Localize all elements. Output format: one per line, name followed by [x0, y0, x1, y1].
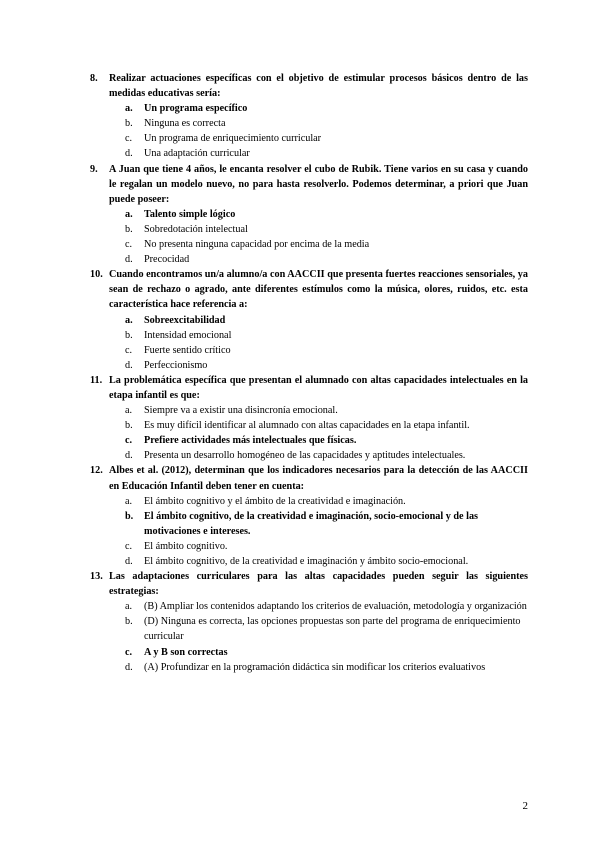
- option-letter: d.: [125, 450, 133, 462]
- option-letter: a.: [125, 208, 133, 220]
- question-number: 13.: [90, 571, 103, 583]
- option-letter: d.: [125, 661, 133, 673]
- answer-option: [125, 343, 528, 358]
- option-letter: c.: [125, 435, 133, 447]
- question-number: 11.: [90, 374, 103, 386]
- question-item: [90, 162, 528, 268]
- answer-option: [125, 328, 528, 343]
- option-list: [90, 599, 528, 674]
- option-letter: a.: [125, 314, 133, 326]
- answer-option: [125, 146, 528, 161]
- option-text: Es muy difícil identificar al alumnado con altas capacidades en la etapa infantil.: [144, 420, 470, 432]
- option-letter: b.: [125, 420, 133, 432]
- answer-option: [125, 614, 528, 644]
- option-letter: c.: [125, 344, 133, 356]
- option-text: Siempre va a existir una disincronía emocional.: [144, 405, 338, 417]
- option-text: Fuerte sentido crítico: [144, 344, 231, 356]
- question-number: 8.: [90, 73, 98, 84]
- question-text: La problemática específica que presentan el alumnado con altas capacidades intelectuales en la etapa infantil es que:: [109, 374, 528, 401]
- option-text: Un programa de enriquecimiento curricular: [144, 133, 322, 145]
- option-text: Sobreexcitabilidad: [144, 314, 226, 326]
- option-text: (D) Ninguna es correcta, las opciones propuestas son parte del programa de enriquecimiento curricular: [144, 616, 521, 643]
- option-text: Una adaptación curricular: [144, 148, 250, 160]
- question-text: Las adaptaciones curriculares para las altas capacidades pueden seguir las siguientes estrategias:: [109, 571, 528, 598]
- question-item: [90, 71, 528, 162]
- answer-option: [125, 539, 528, 554]
- option-letter: c.: [125, 540, 133, 552]
- option-text: No presenta ninguna capacidad por encima de la media: [144, 239, 370, 251]
- option-text: (B) Ampliar los contenidos adaptando los criterios de evaluación, metodología y organización: [144, 601, 527, 613]
- option-text: Prefiere actividades más intelectuales que físicas.: [144, 435, 357, 447]
- answer-option: [125, 494, 528, 509]
- option-text: El ámbito cognitivo, de la creatividad e imaginación y ámbito socio-emocional.: [144, 556, 469, 567]
- question-item: [90, 267, 528, 373]
- answer-option: [125, 222, 528, 237]
- correct-option: [125, 101, 528, 116]
- option-letter: d.: [125, 556, 133, 567]
- question-item: [90, 569, 528, 675]
- question-number: 10.: [90, 269, 103, 281]
- option-text: El ámbito cognitivo, de la creatividad e imaginación, socio-emocional y de las motivaciones e intereses.: [144, 510, 479, 537]
- option-letter: b.: [125, 118, 133, 130]
- answer-option: [125, 252, 528, 267]
- option-text: Un programa específico: [144, 103, 248, 115]
- option-letter: a.: [125, 405, 133, 417]
- question-heading: [90, 71, 528, 101]
- question-heading: [90, 373, 528, 403]
- option-text: A y B son correctas: [144, 646, 228, 658]
- answer-option: [125, 237, 528, 252]
- option-letter: a.: [125, 103, 133, 115]
- question-text: A Juan que tiene 4 años, le encanta resolver el cubo de Rubik. Tiene varios en su casa y cuando le regalan un modelo nuevo, no para hasta resolverlo. Podemos determinar, a priori que Juan puede poseer:: [109, 163, 528, 205]
- answer-option: [125, 660, 528, 675]
- option-letter: b.: [125, 616, 133, 628]
- option-list: [90, 313, 528, 373]
- answer-option: [125, 448, 528, 463]
- option-letter: b.: [125, 223, 133, 235]
- answer-option: [125, 358, 528, 373]
- correct-option: [125, 207, 528, 222]
- option-text: Precocidad: [144, 254, 190, 266]
- answer-option: [125, 554, 528, 569]
- option-text: Talento simple lógico: [144, 208, 236, 220]
- option-text: Intensidad emocional: [144, 329, 232, 341]
- question-text: Cuando encontramos un/a alumno/a con AACCII que presenta fuertes reacciones sensoriales, ya sean de rechazo o agrado, ante diferentes estímulos como la música, olores, ruidos, etc. esta característica hace referencia a:: [109, 269, 528, 311]
- answer-option: [125, 131, 528, 146]
- option-text: (A) Profundizar en la programación didáctica sin modificar los criterios evaluativos: [144, 661, 486, 673]
- option-letter: c.: [125, 646, 133, 658]
- question-heading: [90, 267, 528, 312]
- question-heading: [90, 463, 528, 493]
- answer-option: [125, 418, 528, 433]
- correct-option: [125, 433, 528, 448]
- option-text: Perfeccionismo: [144, 359, 208, 371]
- page-number: 2: [522, 800, 528, 812]
- option-list: [90, 101, 528, 161]
- answer-option: [125, 116, 528, 131]
- question-heading: [90, 569, 528, 599]
- option-letter: a.: [125, 495, 133, 507]
- option-letter: c.: [125, 133, 133, 145]
- option-letter: b.: [125, 510, 134, 522]
- correct-option: [125, 645, 528, 660]
- correct-option: [125, 313, 528, 328]
- option-text: Ninguna es correcta: [144, 118, 226, 130]
- option-letter: c.: [125, 239, 133, 251]
- option-letter: d.: [125, 254, 133, 266]
- option-letter: a.: [125, 601, 133, 613]
- question-number: 9.: [90, 163, 98, 175]
- option-letter: b.: [125, 329, 133, 341]
- option-text: El ámbito cognitivo y el ámbito de la creatividad e imaginación.: [144, 495, 406, 507]
- question-heading: [90, 162, 528, 207]
- question-number: 12.: [90, 465, 103, 477]
- option-text: Sobredotación intelectual: [144, 223, 248, 235]
- option-text: El ámbito cognitivo.: [144, 540, 228, 552]
- answer-option: [125, 403, 528, 418]
- question-item: [90, 463, 528, 569]
- option-list: [90, 207, 528, 267]
- option-text: Presenta un desarrollo homogéneo de las capacidades y aptitudes intelectuales.: [144, 450, 466, 462]
- question-list: [90, 71, 528, 675]
- answer-option: [125, 599, 528, 614]
- question-item: [90, 373, 528, 464]
- option-list: [90, 494, 528, 569]
- question-text: Albes et al. (2012), determinan que los indicadores necesarios para la detección de las AACCII en Educación Infantil deben tener en cuenta:: [109, 465, 528, 492]
- option-list: [90, 403, 528, 463]
- question-text: Realizar actuaciones específicas con el objetivo de estimular procesos básicos dentro de las medidas educativas sería:: [109, 73, 528, 100]
- option-letter: d.: [125, 148, 133, 160]
- option-letter: d.: [125, 359, 133, 371]
- correct-option: [125, 509, 528, 539]
